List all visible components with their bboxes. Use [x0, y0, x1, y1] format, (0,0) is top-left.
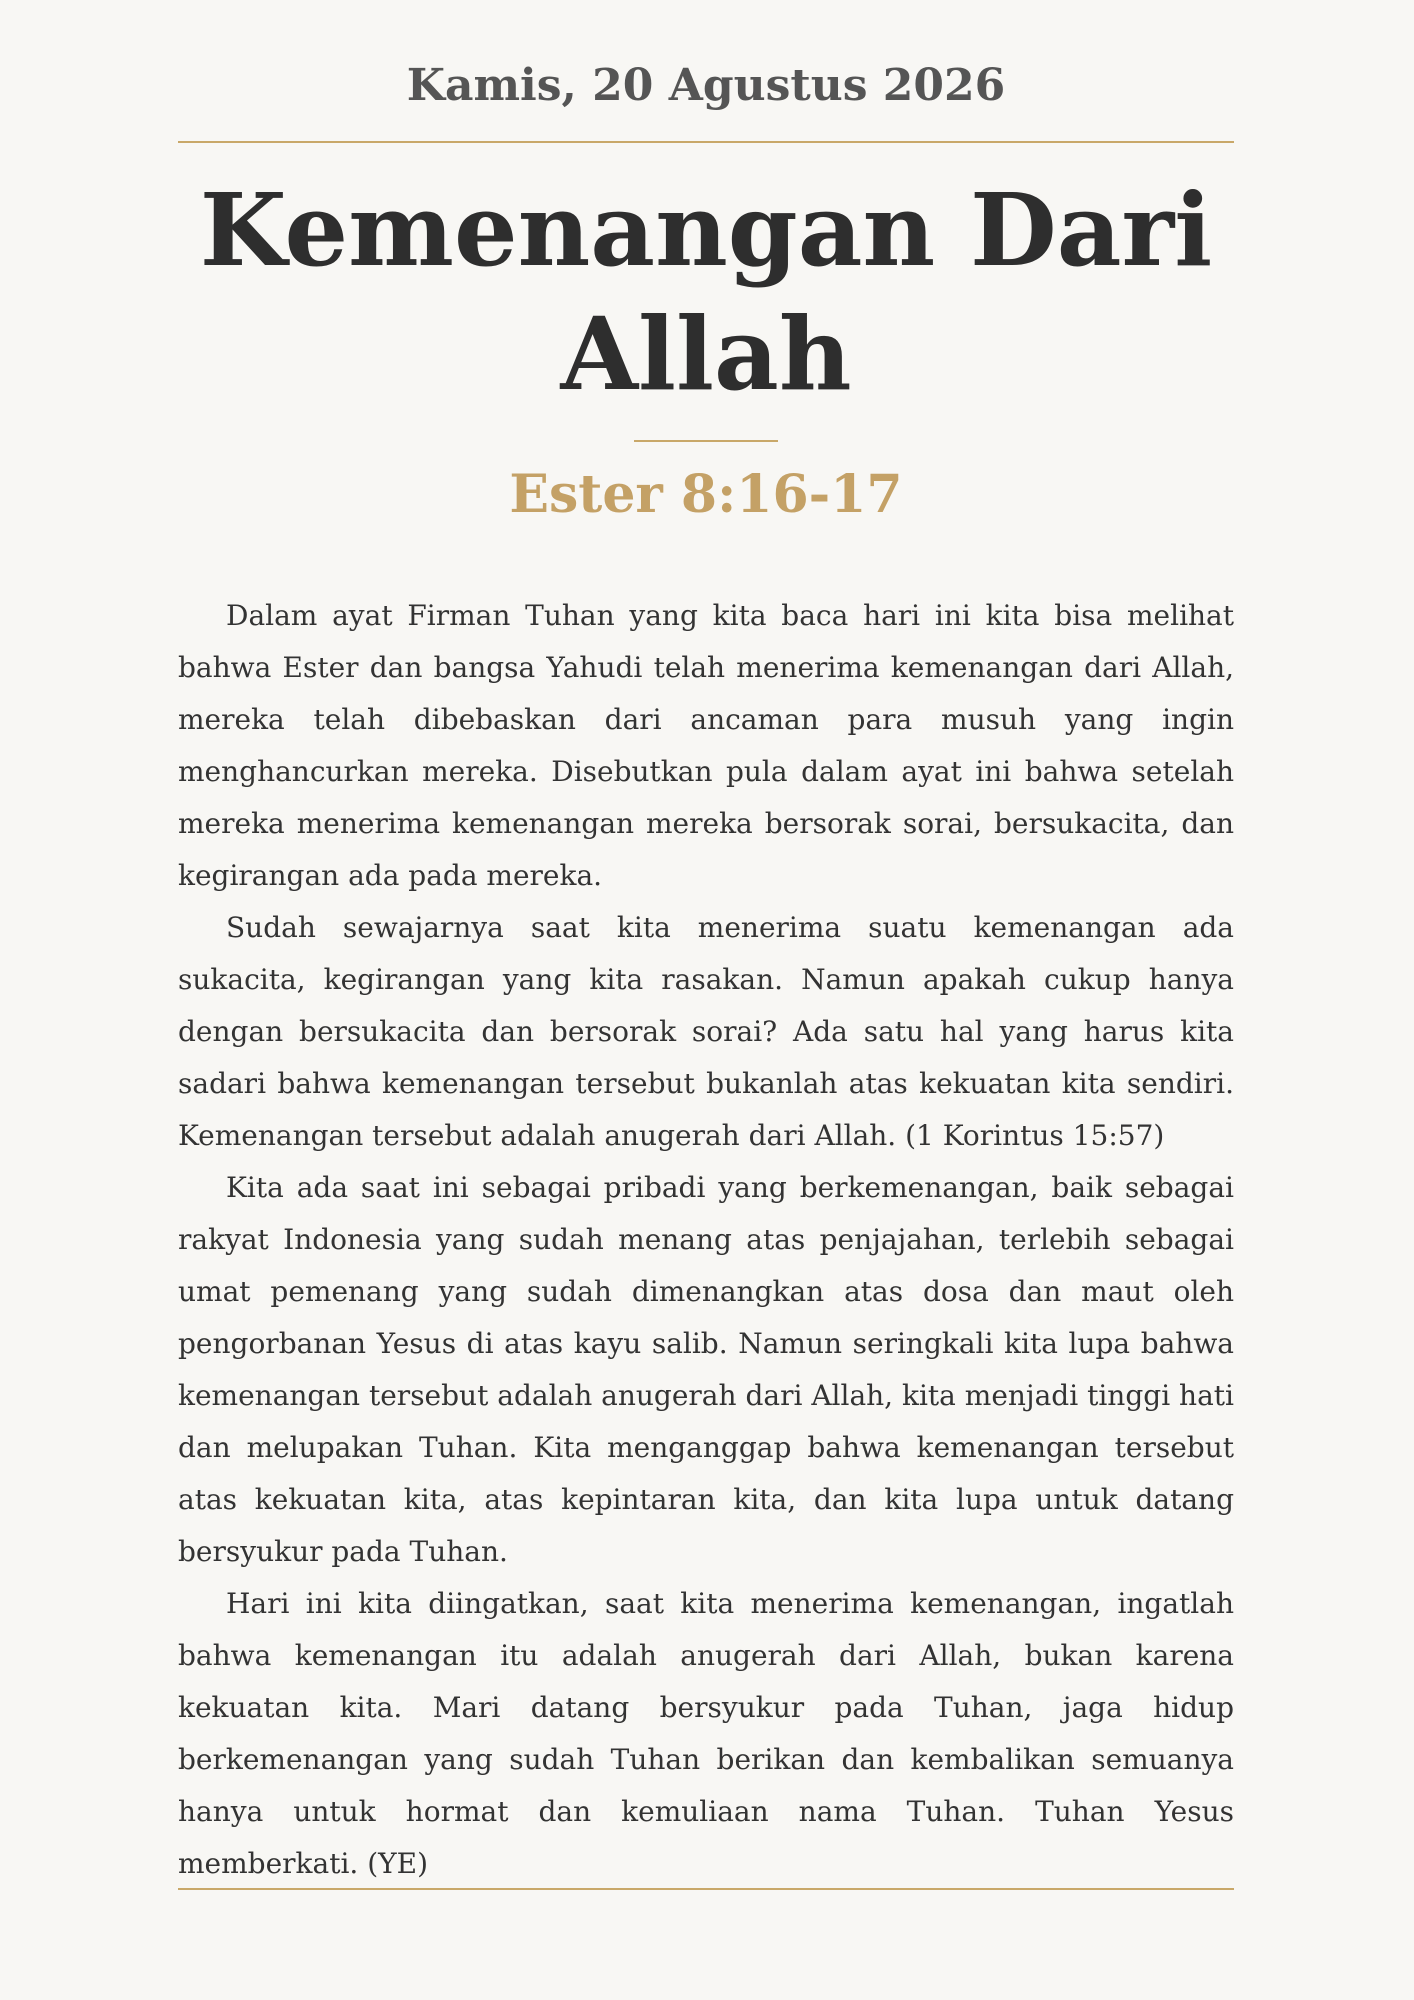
paragraph-1: Dalam ayat Firman Tuhan yang kita baca hari ini kita bisa melihat bahwa Ester dan bangsa Yahudi telah menerima kemenangan dari Allah, mereka telah dibebaskan dari ancaman para musuh yang ingin menghancurkan mereka. Disebutkan pula dalam ayat ini bahwa setelah mereka menerima kemenangan mereka bersorak sorai, bersukacita, dan kegirangan ada pada mereka.	[178, 599, 1234, 892]
top-divider	[178, 141, 1234, 143]
paragraph-3: Kita ada saat ini sebagai pribadi yang berkemenangan, baik sebagai rakyat Indonesia yang sudah menang atas penjajahan, terlebih sebagai umat pemenang yang sudah dimenangkan atas dosa dan maut oleh pengorbanan Yesus di atas kayu salib. Namun seringkali kita lupa bahwa kemenangan tersebut adalah anugerah dari Allah, kita menjadi tinggi hati dan melupakan Tuhan. Kita menganggap bahwa kemenangan tersebut atas kekuatan kita, atas kepintaran kita, dan kita lupa untuk datang bersyukur pada Tuhan.	[178, 1171, 1234, 1568]
paragraph-4: Hari ini kita diingatkan, saat kita menerima kemenangan, ingatlah bahwa kemenangan itu adalah anugerah dari Allah, bukan karena kekuatan kita. Mari datang bersyukur pada Tuhan, jaga hidup berkemenangan yang sudah Tuhan berikan dan kembalikan semuanya hanya untuk hormat dan kemuliaan nama Tuhan. Tuhan Yesus memberkati. (YE)	[178, 1587, 1234, 1880]
page-title: Kemenangan Dari Allah	[199, 171, 1213, 413]
date-heading: Kamis, 20 Agustus 2026	[406, 60, 1006, 111]
devotional-page	[178, 0, 1234, 2000]
title-divider	[634, 440, 778, 442]
bottom-divider	[178, 1888, 1234, 1890]
article-body	[178, 590, 1234, 1890]
paragraph-2: Sudah sewajarnya saat kita menerima suatu kemenangan ada sukacita, kegirangan yang kita rasakan. Namun apakah cukup hanya dengan bersukacita dan bersorak sorai? Ada satu hal yang harus kita sadari bahwa kemenangan tersebut bukanlah atas kekuatan kita sendiri. Kemenangan tersebut adalah anugerah dari Allah. (1 Korintus 15:57)	[178, 911, 1234, 1152]
scripture-reference: Ester 8:16-17	[509, 464, 903, 525]
